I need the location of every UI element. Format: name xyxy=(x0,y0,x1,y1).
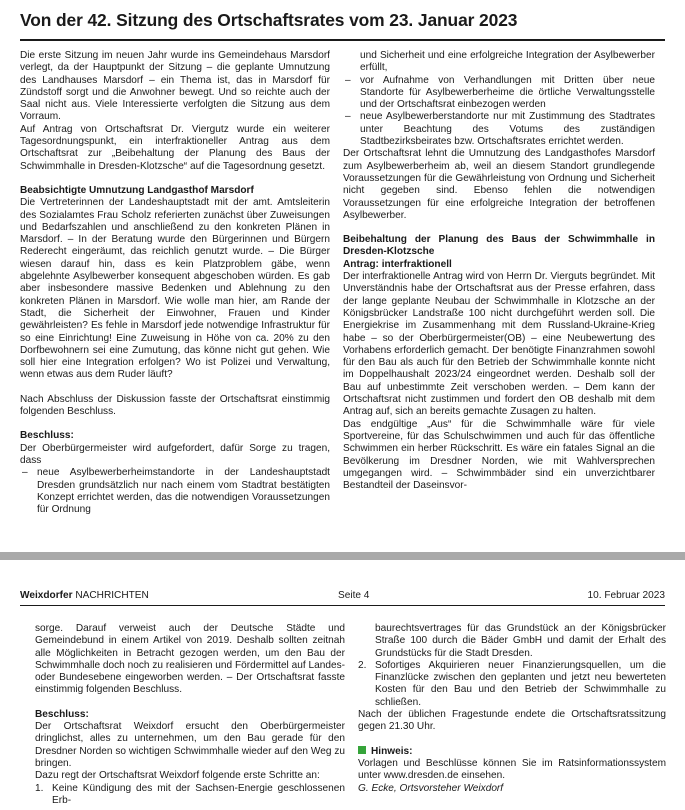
column-right xyxy=(343,50,655,492)
list-item xyxy=(358,623,666,660)
section-heading-marsdorf: Beabsichtigte Umnutzung Landgasthof Marsdorf xyxy=(20,184,254,196)
page-lower xyxy=(0,560,685,810)
publication-name xyxy=(20,590,149,601)
intro-paragraph-2: Auf Antrag von Ortschaftsrat Dr. Viergutz wurde ein weiterer Tagesordnungspunkt, ein interfraktioneller Antrag aus dem Ortschaftsrat zur „Beibehaltung der Planung des Baus der Schwimmhalle in Dresden-Klotzsche“ auf die Tagesordnung gesetzt. xyxy=(20,123,330,172)
body-paragraph: Der interfraktionelle Antrag wird von Herrn Dr. Vierguts begründet. Mit Unverständnis habe der Ortschaftsrat aus der Presse erfahren, dass der lange geplante Neubau der Schwimmhalle in Klotzsche an der Königsbrücker Landstraße 100 nicht durchgeführt werden soll. Die Energiekrise im Zusammenhang mit dem Russland-Ukraine-Krieg habe – so der Oberbürgermeister(OB) – eine Neubewertung des Vorhabens erforderlich gemacht. Der benötigte Finanzrahmen sowohl für den Bau als auch für den Betrieb der Schwimmhalle konnte nicht im Doppelhaushalt 2023/24 eingeordnet werden. Deshalb soll der Bau auf unbestimmte Zeit verschoben werden. – Dem kann der Ortschaftsrat nicht zustimmen und fordert den OB deshalb mit dem Antrag auf, sich an bereits gemachte Zusagen zu halten. xyxy=(343,271,655,418)
hinweis-label: Hinweis: xyxy=(371,745,413,757)
body-paragraph: Die Vertreterinnen der Landeshauptstadt mit der amt. Amtsleiterin des Sozialamtes Frau Scholz referierten zunächst über Zuweisungen und Bedarfszahlen und anschließend zu den konkreten Plänen in Marsdorf. – In der Beratung wurde den Bürgerinnen und Bürgern Rederecht eingeräumt, das reichlich genutzt wurde. – Die Bürger wiesen darauf hin, dass es kein Platzproblem gäbe, wenn abgelehnte Asylbewerber konsequent abgeschoben würden. Es gab aber insbesondere massive Bedenken und Ablehnung zu den konkreten Plänen in Marsdorf. Wie wolle man hier, am Rande der Stadt, die Sicherheit der Einwohner, Frauen und Kinder gewährleisten? Es fehle in Marsdorf jede notwendige Infrastruktur für so eine Einrichtung! Eine Zuweisung in Höhe von ca. 20% zu den Dorfbewohnern sei eine Zumutung, das könne nicht gut gehen. Wie soll hier eine Integration erfolgen? Wo ist Polizei und Verwaltung, wenn etwas aus dem Ruder läuft? xyxy=(20,197,330,381)
body-paragraph: Nach Abschluss der Diskussion fasste der Ortschaftsrat einstimmig folgenden Beschluss. xyxy=(20,393,330,418)
list-item-text: baurechtsvertrages für das Grundstück an der Königsbrücker Straße 100 durch die Bäder GmbH und damit der Erhalt des Grundstücks für die Stadt Dresden. xyxy=(375,623,666,659)
body-paragraph: Der Ortschaftsrat lehnt die Umnutzung des Landgasthofes Marsdorf zum Asylbewerberheim ab, weil an diesem Standort grundlegende Voraussetzungen für die Gewährleistung von Ordnung und Sicherheit nicht gegeben sind. Ebenso fehlen die notwendigen Voraussetzungen für eine erfolgreiche Integration der betroffenen Asylbewerber. xyxy=(343,148,655,221)
list-item-text: Keine Kündigung des mit der Sachsen-Energie geschlossenen Erb- xyxy=(52,782,345,806)
body-paragraph: sorge. Darauf verweist auch der Deutsche Städte und Gemeindebund in einem Artikel von 2019. Deshalb sollten zeitnah alle Möglichkeiten in Betracht gezogen werden, um den Bau der Schwimmhalle doch noch zu realisieren und Fördermittel auf Landes- oder Bundesebene eingeworben werden. – Der Ortschaftsrat fasste einstimmig folgenden Beschluss. xyxy=(35,623,345,696)
issue-date: 10. Februar 2023 xyxy=(587,590,665,601)
column-right xyxy=(358,623,666,795)
header-rule xyxy=(20,605,665,606)
intro-paragraph: Die erste Sitzung im neuen Jahr wurde ins Gemeindehaus Marsdorf verlegt, da der Hauptpunkt der Sitzung – die geplante Umnutzung des Landhauses Marsdorf – ein Thema ist, das in Marsdorf für Zündstoff sorgt und die Anwohner bewegt. Und so reichte auch der Saal nicht aus. Viele Interessierte verfolgten die Sitzung aus dem Vorraum. xyxy=(20,50,330,123)
section-subheading-antrag: Antrag: interfraktionell xyxy=(343,258,452,270)
list-item xyxy=(35,783,345,808)
spacer xyxy=(343,222,655,234)
body-paragraph: Der Ortschaftsrat Weixdorf ersucht den Oberbürgermeister dringlichst, alles zu unternehmen, um den Bau gerade für den Dresdner Norden so wichtigen Schwimmhalle wieder auf den Weg zu bringen. xyxy=(35,721,345,769)
list-number: 1. xyxy=(35,782,44,794)
spacer xyxy=(358,734,666,746)
square-bullet-icon xyxy=(358,746,366,754)
headline-rule xyxy=(20,39,665,41)
list-item: und Sicherheit und eine erfolgreiche Integration der Asylbewerber erfüllt, xyxy=(360,50,655,74)
article-headline: Von der 42. Sitzung des Ortschaftsrates vom 23. Januar 2023 xyxy=(20,10,518,30)
body-paragraph: Dazu regt der Ortschaftsrat Weixdorf folgende erste Schritte an: xyxy=(35,770,320,782)
list-item-text: Sofortiges Akquirieren neuer Finanzierungsquellen, um die Finanzlücke zwischen den geplanten und jetzt neu bewerteten Kosten für den Bau und den Betrieb der Schwimmhalle zu schließen. xyxy=(375,659,666,708)
section-heading-beschluss: Beschluss: xyxy=(20,430,74,442)
list-item xyxy=(358,660,666,709)
list-number: 2. xyxy=(358,659,367,671)
body-paragraph: Vorlagen und Beschlüsse können Sie im Ratsinformationssystem unter www.dresden.de einsehen. xyxy=(358,757,666,782)
section-heading-schwimmhalle: Beibehaltung der Planung des Baus der Schwimmhalle in Dresden-Klotzsche xyxy=(343,234,655,258)
bullet-list xyxy=(343,50,655,148)
page-divider xyxy=(0,552,685,560)
list-item: – neue Asylbewerberheimstandorte in der Landeshauptstadt Dresden grundsätzlich nur nach einem vom Stadtrat bestätigten Konzept errichtet werden, das die notwendigen Voraussetzungen für Ordnung xyxy=(20,467,330,516)
spacer xyxy=(20,173,330,185)
list-item: – vor Aufnahme von Verhandlungen mit Dritten über neue Standorte für Asylbewerberheime die örtliche Verwaltungsstelle und der Ortschaftsrat einbezogen werden xyxy=(343,75,655,112)
publication-name-rest: NACHRICHTEN xyxy=(72,590,149,601)
spacer xyxy=(20,382,330,394)
column-left xyxy=(20,50,330,516)
section-heading-beschluss: Beschluss: xyxy=(35,708,89,720)
numbered-list xyxy=(35,783,345,808)
numbered-list xyxy=(358,623,666,709)
body-paragraph: Das endgültige „Aus“ für die Schwimmhalle wäre für viele Sportvereine, für das Schulschwimmen und auch für das öffentliche Schwimmen ein herber Rückschritt. Es wäre ein fatales Signal an die Bevölkerung im Dresdner Norden, wie mit Wahlversprechen umgegangen wird. – Schwimmbäder sind ein unverzichtbarer Bestandteil der Daseinsvor- xyxy=(343,418,655,492)
running-header xyxy=(20,590,665,604)
spacer xyxy=(35,697,345,709)
spacer xyxy=(20,418,330,430)
bullet-list xyxy=(20,467,330,516)
column-left xyxy=(35,623,345,807)
body-paragraph: Nach der üblichen Fragestunde endete die Ortschaftsratssitzung gegen 21.30 Uhr. xyxy=(358,709,666,733)
page-number: Seite 4 xyxy=(338,590,370,601)
body-paragraph: Der Oberbürgermeister wird aufgefordert, dafür Sorge zu tragen, dass xyxy=(20,442,330,466)
list-item: – neue Asylbewerberstandorte nur mit Zustimmung des Stadtrates unter Beachtung des Votums des zuständigen Stadtbezirksbeirates bzw. Ortschaftsrates errichtet werden. xyxy=(343,111,655,148)
publication-name-bold: Weixdorfer xyxy=(20,590,73,601)
section-heading-hinweis xyxy=(358,746,666,758)
signature: G. Ecke, Ortsvorsteher Weixdorf xyxy=(358,782,504,794)
